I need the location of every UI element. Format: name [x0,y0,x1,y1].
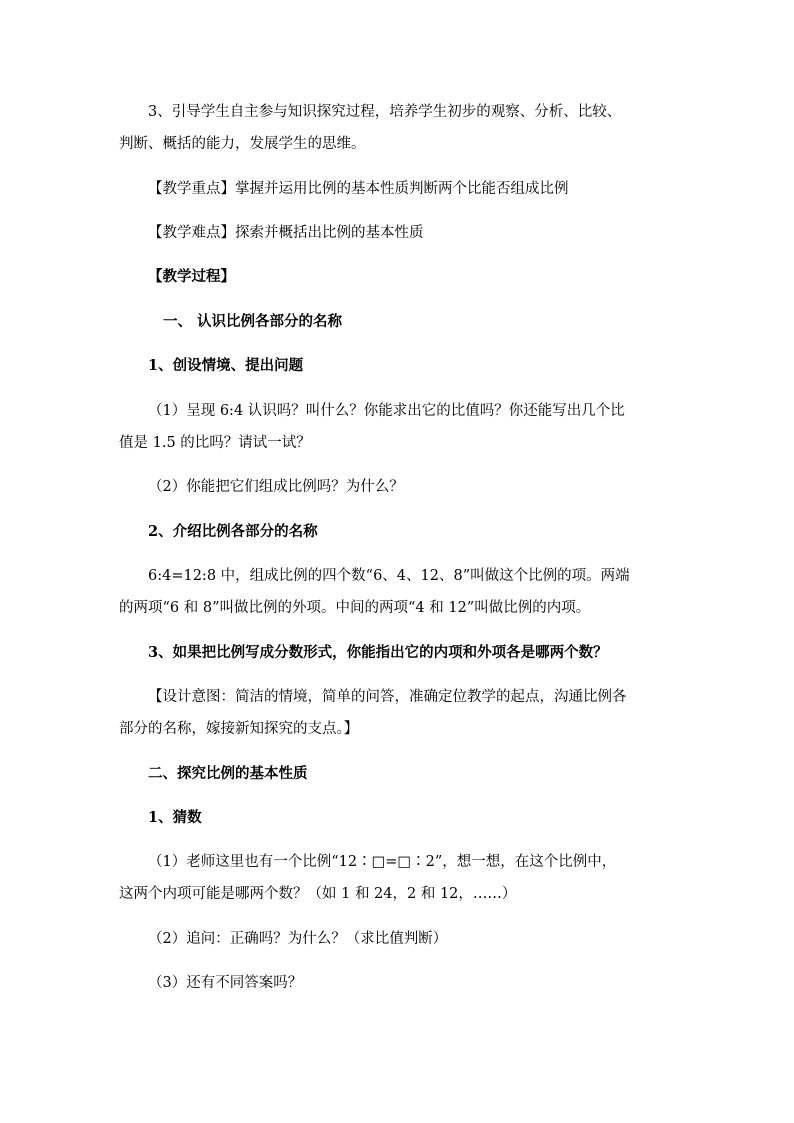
section-1-subheading-2: 2、介绍比例各部分的名称 [148,523,318,540]
section-1-intro-line-2: 的两项“6 和 8”叫做比例的外项。中间的两项“4 和 12”叫做比例的内项。 [119,600,591,616]
section-2-title: 二、探究比例的基本性质 [148,765,308,782]
section-2-question-2: （2）追问：正确吗？为什么？（求比值判断） [148,931,448,947]
section-1-intro-line-1: 6:4=12:8 中，组成比例的四个数“6、4、12、8”叫做这个比例的项。两端 [148,568,630,584]
section-2-subheading-1: 1、猜数 [148,809,202,826]
section-1-subheading-1: 1、创设情境、提出问题 [148,357,304,374]
section-1-subheading-3: 3、如果把比例写成分数形式，你能指出它的内项和外项各是哪两个数？ [148,644,608,661]
section-2-question-1-line-1: （1）老师这里也有一个比例“12∶□=□∶2”，想一想，在这个比例中， [148,854,617,870]
difficult-point: 【教学难点】探索并概括出比例的基本性质 [148,225,424,241]
section-1-question-2: （2）你能把它们组成比例吗？为什么？ [148,479,404,495]
section-1-question-1-line-2: 值是 1.5 的比吗？请试一试？ [119,435,311,451]
section-1-question-1-line-1: （1）呈现 6:4 认识吗？叫什么？你能求出它的比值吗？你还能写出几个比 [148,403,625,419]
section-2-question-3: （3）还有不同答案吗？ [148,975,303,991]
design-intent-line-1: 【设计意图：简洁的情境，简单的问答，准确定位教学的起点，沟通比例各 [148,689,627,705]
key-point: 【教学重点】掌握并运用比例的基本性质判断两个比能否组成比例 [148,181,569,197]
goal-3-line-1: 3、引导学生自主参与知识探究过程，培养学生初步的观察、分析、比较、 [148,104,622,120]
section-2-question-1-line-2: 这两个内项可能是哪两个数？（如 1 和 24，2 和 12，……） [119,886,517,902]
section-1-title: 一、 认识比例各部分的名称 [163,313,343,330]
design-intent-line-2: 部分的名称，嫁接新知探究的支点。】 [119,721,359,737]
goal-3-line-2: 判断、概括的能力，发展学生的思维。 [119,136,366,152]
process-heading: 【教学过程】 [148,268,235,285]
